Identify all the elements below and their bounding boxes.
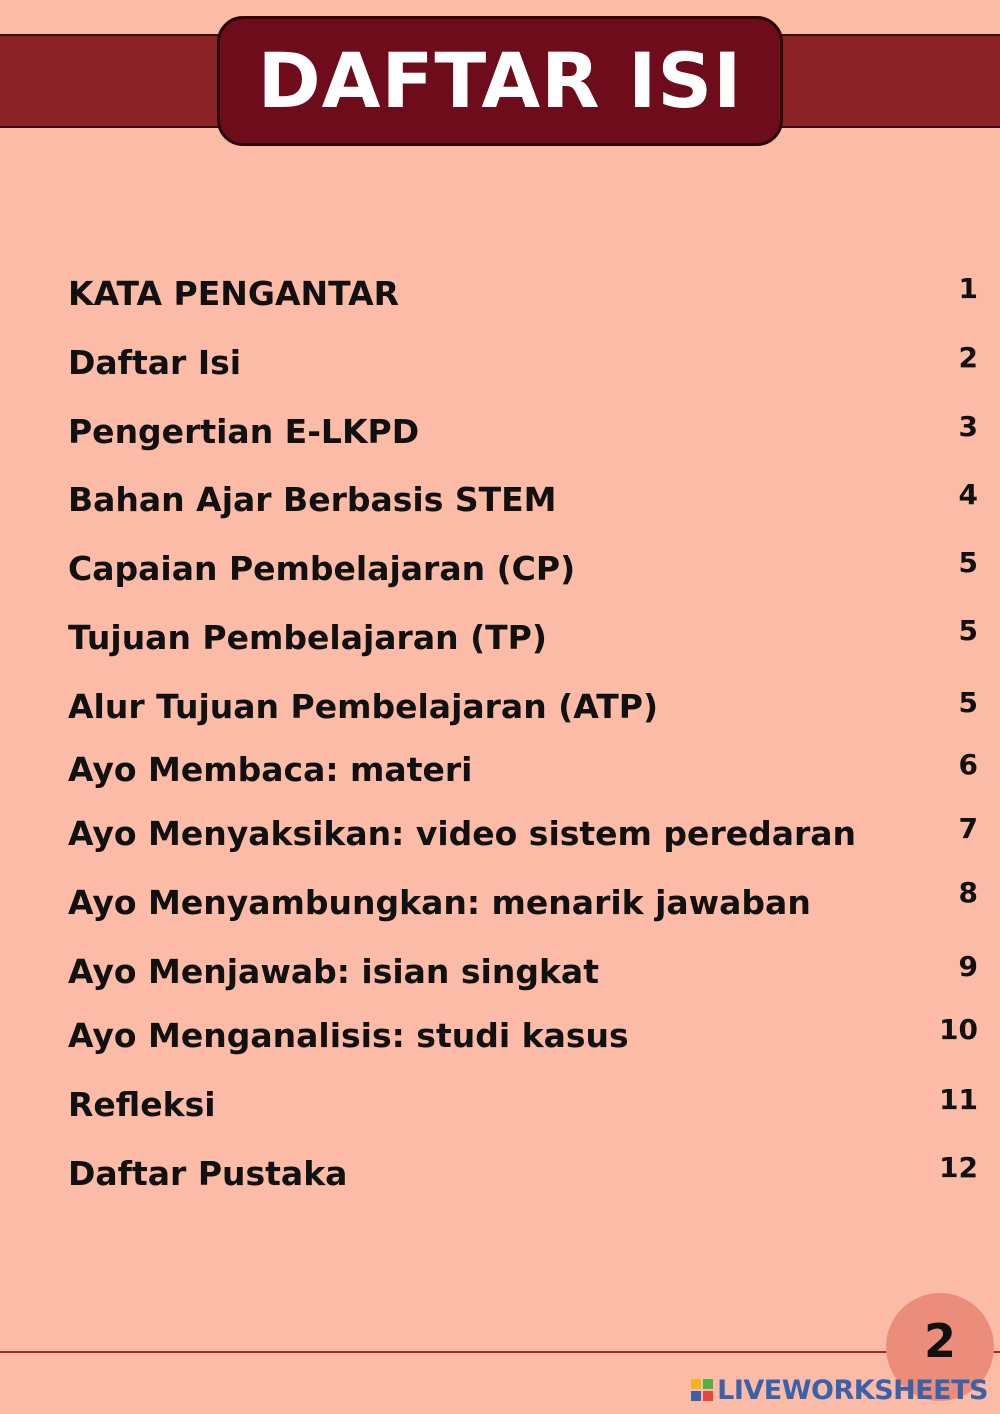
- toc-item: [0, 736, 1000, 789]
- toc-item: [0, 398, 1000, 451]
- toc-item-label: Pengertian E-LKPD: [68, 412, 420, 451]
- title-box: [217, 16, 783, 146]
- liveworksheets-logo-icon: [691, 1379, 713, 1401]
- toc-item: [0, 1071, 1000, 1124]
- page-number: 2: [923, 1314, 956, 1368]
- toc-item-page: 5: [958, 546, 978, 579]
- toc-item-label: Daftar Pustaka: [68, 1154, 348, 1193]
- toc-item-label: Bahan Ajar Berbasis STEM: [68, 480, 557, 519]
- toc-item-page: 5: [958, 686, 978, 719]
- toc-item: [0, 604, 1000, 657]
- toc-item-page: 9: [958, 950, 978, 983]
- toc-item-page: 2: [958, 341, 978, 374]
- toc-item-label: Ayo Membaca: materi: [68, 750, 473, 789]
- watermark-text: LIVEWORKSHEETS: [717, 1374, 988, 1406]
- toc-item-label: Alur Tujuan Pembelajaran (ATP): [68, 687, 659, 726]
- toc-item: [0, 466, 1000, 519]
- toc-item-label: Tujuan Pembelajaran (TP): [68, 618, 547, 657]
- toc-item: [0, 535, 1000, 588]
- toc-item-page: 10: [939, 1013, 978, 1046]
- watermark: [691, 1374, 988, 1406]
- toc-item-page: 4: [958, 478, 978, 511]
- toc-item: [0, 869, 1000, 922]
- toc-item-page: 8: [958, 876, 978, 909]
- toc-item: [0, 673, 1000, 726]
- page-title: DAFTAR ISI: [257, 36, 743, 125]
- toc-item-page: 1: [958, 272, 978, 305]
- toc-item-page: 7: [958, 812, 978, 845]
- toc-item: [0, 1002, 1000, 1055]
- toc-item-page: 6: [958, 748, 978, 781]
- toc-item-label: Capaian Pembelajaran (CP): [68, 549, 576, 588]
- toc-item: [0, 938, 1000, 991]
- toc-item: [0, 329, 1000, 382]
- toc-item-label: Ayo Menyambungkan: menarik jawaban: [68, 883, 811, 922]
- toc-item-page: 12: [939, 1151, 978, 1184]
- toc-item-label: Daftar Isi: [68, 343, 242, 382]
- footer-divider: [0, 1351, 1000, 1353]
- toc-item-page: 5: [958, 614, 978, 647]
- toc-item: [0, 260, 1000, 313]
- toc-item: [0, 1140, 1000, 1193]
- toc-item-page: 3: [958, 410, 978, 443]
- toc-item: [0, 800, 1000, 853]
- toc-item-label: Ayo Menganalisis: studi kasus: [68, 1016, 629, 1055]
- toc-item-label: Ayo Menjawab: isian singkat: [68, 952, 599, 991]
- toc-item-label: Ayo Menyaksikan: video sistem peredaran: [68, 814, 857, 853]
- toc-item-label: Refleksi: [68, 1085, 216, 1124]
- toc-item-label: KATA PENGANTAR: [68, 274, 400, 313]
- toc-item-page: 11: [939, 1083, 978, 1116]
